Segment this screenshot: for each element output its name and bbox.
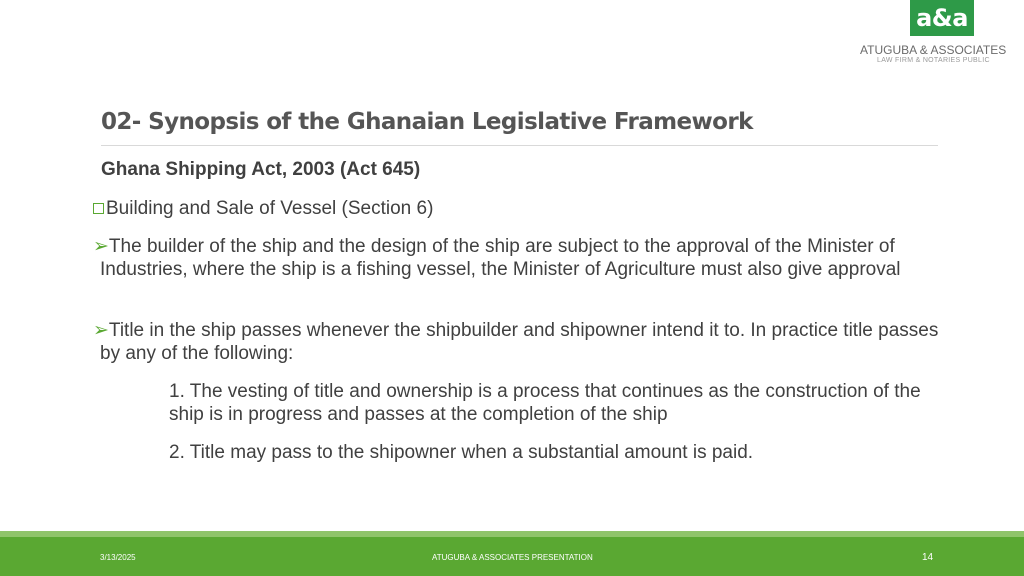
firm-tagline: LAW FIRM & NOTARIES PUBLIC (877, 57, 990, 64)
bullet-point-2-text: Title in the ship passes whenever the shipbuilder and shipowner intend it to. In practice title passes by any of the following: (100, 320, 939, 364)
slide-number: 14 (922, 552, 934, 563)
slide-title: 02- Synopsis of the Ghanaian Legislative Framework (101, 109, 753, 135)
section-bullet (93, 197, 433, 220)
footer-date: 3/13/2025 (100, 553, 136, 562)
firm-name: ATUGUBA & ASSOCIATES (860, 43, 1007, 57)
bullet-point-1 (93, 235, 940, 281)
bullet-point-2 (93, 319, 940, 365)
numbered-item-1: 1. The vesting of title and ownership is a process that continues as the construction of the ship is in progress and passes at the completion of the ship (169, 381, 921, 425)
arrow-bullet-icon: ➢ (93, 320, 109, 341)
numbered-item-2: 2. Title may pass to the shipowner when a substantial amount is paid. (169, 442, 754, 463)
arrow-bullet-icon: ➢ (93, 236, 109, 257)
footer-presentation-title: ATUGUBA & ASSOCIATES PRESENTATION (432, 553, 593, 562)
checkbox-bullet-icon (93, 203, 104, 214)
slide-subtitle: Ghana Shipping Act, 2003 (Act 645) (101, 159, 421, 180)
title-divider (101, 145, 938, 146)
bullet-point-1-text: The builder of the ship and the design of the ship are subject to the approval of the Minister of Industries, where the ship is a fishing vessel, the Minister of Agriculture must also give approval (100, 236, 901, 280)
section-text: Building and Sale of Vessel (Section 6) (106, 198, 434, 219)
firm-logo: a&a (910, 0, 974, 36)
